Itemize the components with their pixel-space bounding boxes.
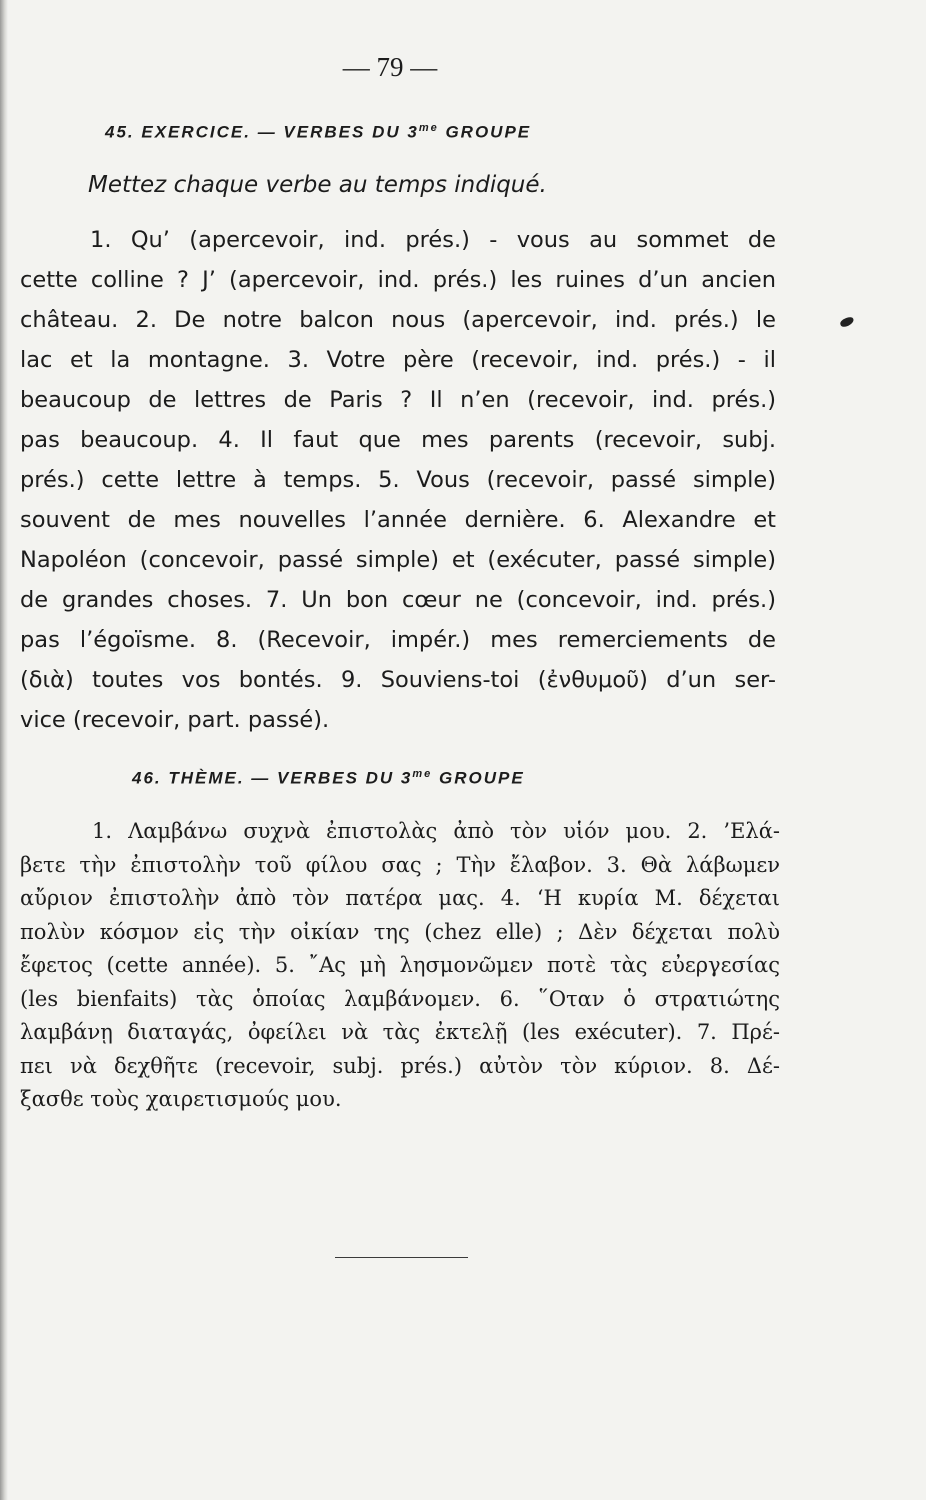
exercise-line: cette colline ? J’ (apercevoir, ind. prés.) les ruines d’un ancien bbox=[20, 267, 776, 293]
exercise-heading-main: 45. EXERCICE. — VERBES DU 3 bbox=[105, 122, 419, 142]
theme-text bbox=[20, 815, 780, 1117]
theme-line: 1. Λαμβάνω συχνὰ ἐπιστολὰς ἀπὸ τὸν υἱόν μου. 2. ’Ελά- bbox=[92, 819, 780, 843]
exercise-line: Napoléon (concevoir, passé simple) et (exécuter, passé simple) bbox=[20, 547, 776, 573]
exercise-heading bbox=[105, 122, 531, 143]
exercise-line: pas beaucoup. 4. Il faut que mes parents (recevoir, subj. bbox=[20, 427, 776, 453]
page-number: — 79 — bbox=[342, 52, 438, 82]
theme-heading-sup: me bbox=[412, 768, 433, 780]
theme-line: πολὺν κόσμον εἰς τὴν οἰκίαν της (chez elle) ; Δὲν δέχεται πολὺ bbox=[20, 919, 780, 944]
theme-line: λαμβάνῃ διαταγάς, ὀφείλει νὰ τὰς ἐκτελῇ (les exécuter). 7. Πρέ- bbox=[20, 1020, 780, 1044]
end-divider bbox=[335, 1257, 468, 1258]
exercise-line: de grandes choses. 7. Un bon cœur ne (concevoir, ind. prés.) bbox=[20, 587, 776, 613]
exercise-line: château. 2. De notre balcon nous (apercevoir, ind. prés.) le bbox=[20, 307, 776, 333]
theme-heading-main: 46. THÈME. — VERBES DU 3 bbox=[132, 768, 413, 788]
exercise-line: 1. Qu’ (apercevoir, ind. prés.) - vous au sommet de bbox=[90, 227, 776, 253]
theme-line: βετε τὴν ἐπιστολὴν τοῦ φίλου σας ; Τὴν ἔλαβον. 3. Θὰ λάβωμεν bbox=[20, 852, 780, 877]
exercise-line: pas l’égoïsme. 8. (Recevoir, impér.) mes remerciements de bbox=[20, 627, 776, 653]
theme-line: ξασθε τοὺς χαιρετισμούς μου. bbox=[20, 1087, 342, 1111]
ink-blot-mark bbox=[839, 316, 855, 328]
page-edge-shadow bbox=[0, 0, 8, 1500]
theme-heading-end: GROUPE bbox=[439, 768, 525, 788]
exercise-line: (διὰ) toutes vos bontés. 9. Souviens-toi (ἐνθυμοῦ) d’un ser- bbox=[20, 667, 776, 693]
theme-line: ἔφετος (cette année). 5. ῎Ας μὴ λησμονῶμεν ποτὲ τὰς εὐεργεσίας bbox=[20, 953, 780, 977]
exercise-instruction: Mettez chaque verbe au temps indiqué. bbox=[88, 172, 547, 198]
exercise-heading-sup: me bbox=[418, 122, 439, 134]
exercise-line: beaucoup de lettres de Paris ? Il n’en (recevoir, ind. prés.) bbox=[20, 387, 776, 413]
theme-line: αὔριον ἐπιστολὴν ἀπὸ τὸν πατέρα μας. 4. ‘Η κυρία Μ. δέχεται bbox=[20, 886, 780, 910]
theme-heading bbox=[132, 768, 525, 789]
theme-line: (les bienfaits) τὰς ὁποίας λαμβάνομεν. 6. ῞Οταν ὁ στρατιώτης bbox=[20, 986, 780, 1011]
theme-line: πει νὰ δεχθῆτε (recevoir, subj. prés.) αὐτὸν τὸν κύριον. 8. Δέ- bbox=[20, 1053, 780, 1078]
exercise-line: vice (recevoir, part. passé). bbox=[20, 707, 330, 733]
exercise-line: lac et la montagne. 3. Votre père (recevoir, ind. prés.) - il bbox=[20, 347, 776, 373]
exercise-heading-end: GROUPE bbox=[445, 122, 532, 142]
exercise-line: souvent de mes nouvelles l’année dernière. 6. Alexandre et bbox=[20, 507, 776, 533]
exercise-text bbox=[20, 220, 776, 740]
exercise-line: prés.) cette lettre à temps. 5. Vous (recevoir, passé simple) bbox=[20, 467, 776, 493]
